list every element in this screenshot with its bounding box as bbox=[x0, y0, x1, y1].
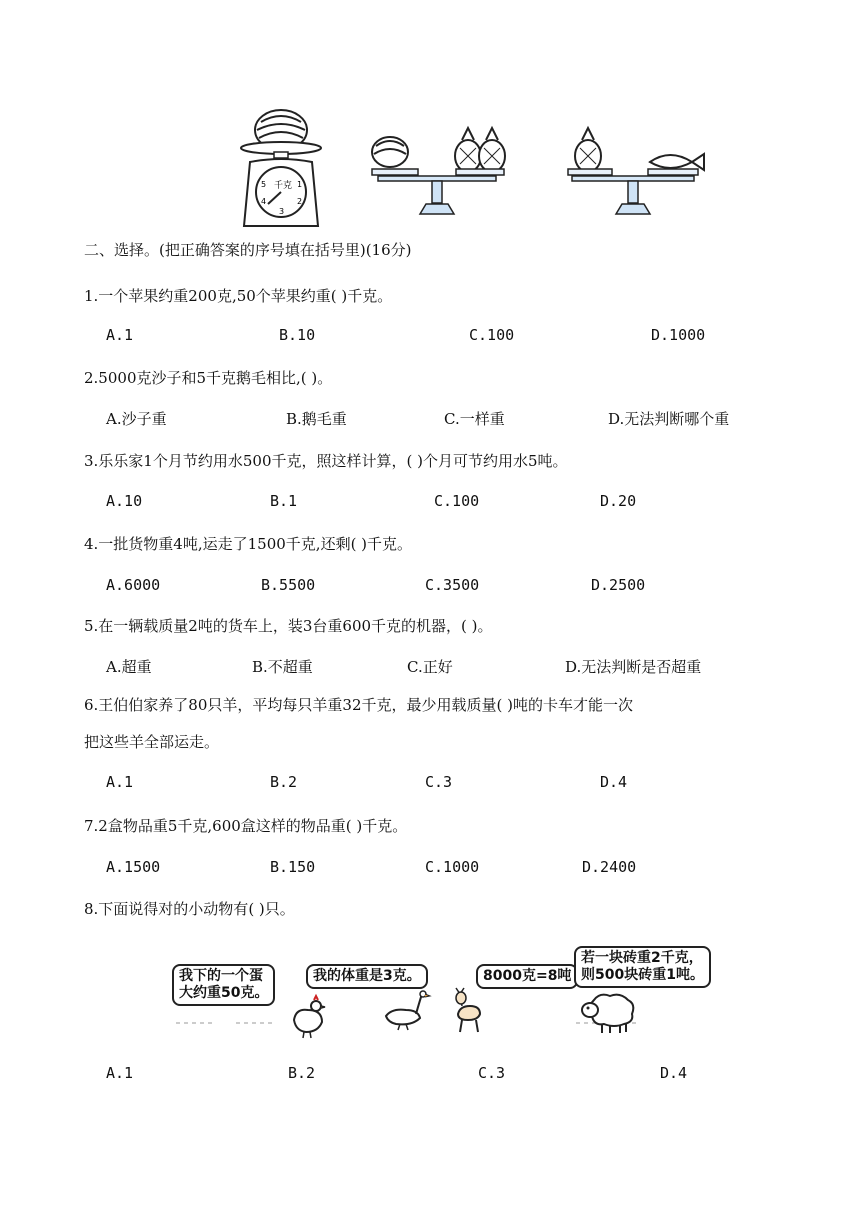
q7-option-a[interactable]: A.1500 bbox=[106, 858, 161, 876]
q2-option-d[interactable]: D.无法判断哪个重 bbox=[608, 410, 730, 428]
platform-scale-icon bbox=[236, 104, 326, 229]
q4-option-d[interactable]: D.2500 bbox=[591, 576, 646, 594]
q1-option-b[interactable]: B.10 bbox=[279, 326, 316, 344]
svg-text:1: 1 bbox=[297, 180, 303, 189]
question-4-stem: 4.一批货物重4吨,运走了1500千克,还剩( )千克。 bbox=[84, 535, 413, 553]
q8-option-d[interactable]: D.4 bbox=[660, 1064, 688, 1082]
q8-option-b[interactable]: B.2 bbox=[288, 1064, 316, 1082]
svg-text:2: 2 bbox=[297, 197, 303, 206]
q3-option-c[interactable]: C.100 bbox=[434, 492, 480, 510]
question-8-stem: 8.下面说得对的小动物有( )只。 bbox=[84, 900, 295, 918]
question-2-stem: 2.5000克沙子和5千克鹅毛相比,( )。 bbox=[84, 369, 333, 387]
hen-speech-bubble: 我下的一个蛋 大约重50克。 bbox=[172, 964, 275, 1006]
balance-watermelon-pineapples-icon bbox=[368, 122, 508, 217]
sheep-speech-bubble: 若一块砖重2千克， 则500块砖重1吨。 bbox=[574, 946, 711, 988]
question-1-stem: 1.一个苹果约重200克,50个苹果约重( )千克。 bbox=[84, 287, 393, 305]
deer-speech-bubble: 8000克=8吨 bbox=[476, 964, 578, 989]
q4-option-b[interactable]: B.5500 bbox=[261, 576, 316, 594]
q6-option-a[interactable]: A.1 bbox=[106, 773, 134, 791]
question-5-stem: 5.在一辆载质量2吨的货车上，装3台重600千克的机器，( )。 bbox=[84, 617, 493, 635]
q5-option-a[interactable]: A.超重 bbox=[106, 658, 152, 676]
q4-option-c[interactable]: C.3500 bbox=[425, 576, 480, 594]
scale-dial-label: 千克 bbox=[274, 181, 293, 191]
balance-pineapple-fish-icon bbox=[566, 122, 711, 217]
q3-option-a[interactable]: A.10 bbox=[106, 492, 143, 510]
q3-option-b[interactable]: B.1 bbox=[270, 492, 298, 510]
q1-option-d[interactable]: D.1000 bbox=[651, 326, 706, 344]
goose-icon bbox=[382, 990, 432, 1030]
goose-speech-bubble: 我的体重是3克。 bbox=[306, 964, 428, 989]
q8-option-c[interactable]: C.3 bbox=[478, 1064, 506, 1082]
q8-option-a[interactable]: A.1 bbox=[106, 1064, 134, 1082]
q6-option-d[interactable]: D.4 bbox=[600, 773, 628, 791]
sheep-icon bbox=[580, 990, 640, 1035]
question-6-stem-continued: 把这些羊全部运走。 bbox=[84, 733, 220, 751]
svg-text:4: 4 bbox=[261, 197, 267, 206]
svg-text:5: 5 bbox=[261, 180, 267, 189]
question-3-stem: 3.乐乐家1个月节约用水500千克，照这样计算，( )个月可节约用水5吨。 bbox=[84, 452, 568, 470]
deer-icon bbox=[448, 984, 488, 1034]
q5-option-b[interactable]: B.不超重 bbox=[252, 658, 313, 676]
hen-icon bbox=[288, 998, 328, 1038]
question-6-stem: 6.王伯伯家养了80只羊，平均每只羊重32千克，最少用载质量( )吨的卡车才能一次 bbox=[84, 696, 633, 714]
q1-option-c[interactable]: C.100 bbox=[469, 326, 515, 344]
section-title: 二、选择。(把正确答案的序号填在括号里)(16分) bbox=[84, 241, 412, 259]
q2-option-a[interactable]: A.沙子重 bbox=[106, 410, 167, 428]
q6-option-b[interactable]: B.2 bbox=[270, 773, 298, 791]
q7-option-d[interactable]: D.2400 bbox=[582, 858, 637, 876]
q4-option-a[interactable]: A.6000 bbox=[106, 576, 161, 594]
q2-option-c[interactable]: C.一样重 bbox=[444, 410, 505, 428]
q6-option-c[interactable]: C.3 bbox=[425, 773, 453, 791]
q2-option-b[interactable]: B.鹅毛重 bbox=[286, 410, 347, 428]
q5-option-d[interactable]: D.无法判断是否超重 bbox=[565, 658, 702, 676]
question-7-stem: 7.2盒物品重5千克,600盒这样的物品重( )千克。 bbox=[84, 817, 408, 835]
q3-option-d[interactable]: D.20 bbox=[600, 492, 637, 510]
q1-option-a[interactable]: A.1 bbox=[106, 326, 134, 344]
svg-text:3: 3 bbox=[279, 207, 285, 216]
q7-option-b[interactable]: B.150 bbox=[270, 858, 316, 876]
q7-option-c[interactable]: C.1000 bbox=[425, 858, 480, 876]
q5-option-c[interactable]: C.正好 bbox=[407, 658, 453, 676]
